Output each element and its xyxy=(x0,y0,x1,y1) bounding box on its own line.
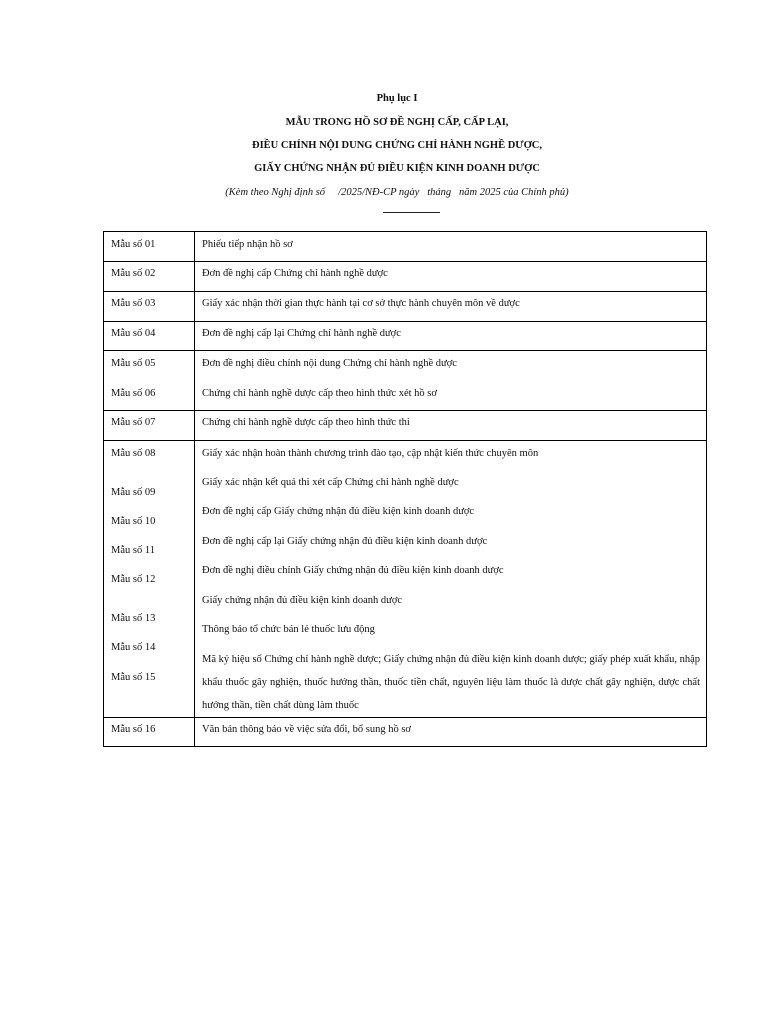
form-description: Chứng chỉ hành nghề dược cấp theo hình thức xét hồ sơ xyxy=(202,388,437,399)
form-description: Đơn đề nghị cấp Giấy chứng nhận đủ điều kiện kinh doanh dược xyxy=(202,506,475,517)
form-description: Đơn đề nghị cấp lại Chứng chỉ hành nghề dược xyxy=(202,328,401,339)
form-code: Mẫu số 06 xyxy=(111,388,156,399)
row-separator xyxy=(104,261,706,262)
form-code: Mẫu số 16 xyxy=(111,724,156,735)
form-description: Giấy xác nhận kết quả thi xét cấp Chứng chỉ hành nghề dược xyxy=(202,477,459,488)
form-code: Mẫu số 01 xyxy=(111,239,156,250)
form-code: Mẫu số 11 xyxy=(111,545,155,556)
row-separator xyxy=(104,717,706,718)
form-description: Văn bản thông báo về việc sửa đổi, bổ sung hồ sơ xyxy=(202,724,411,735)
form-code: Mẫu số 08 xyxy=(111,448,156,459)
form-description: Đơn đề nghị điều chỉnh Giấy chứng nhận đủ điều kiện kinh doanh dược xyxy=(202,565,504,576)
form-code: Mẫu số 03 xyxy=(111,298,156,309)
row-separator xyxy=(104,440,706,441)
form-code: Mẫu số 09 xyxy=(111,487,156,498)
form-description: Giấy xác nhận hoàn thành chương trình đào tạo, cập nhật kiến thức chuyên môn xyxy=(202,448,539,459)
column-divider xyxy=(194,232,195,746)
form-description: Chứng chỉ hành nghề dược cấp theo hình thức thi xyxy=(202,417,410,428)
form-code: Mẫu số 04 xyxy=(111,328,156,339)
form-code: Mẫu số 14 xyxy=(111,642,156,653)
appendix-label: Phụ lục I xyxy=(376,93,418,104)
form-code: Mẫu số 13 xyxy=(111,613,156,624)
row-separator xyxy=(104,321,706,322)
title-line-3: GIẤY CHỨNG NHẬN ĐỦ ĐIỀU KIỆN KINH DOANH DƯỢC xyxy=(254,163,540,174)
decree-subtitle: (Kèm theo Nghị định số /2025/NĐ-CP ngày tháng năm 2025 của Chính phủ) xyxy=(225,187,569,198)
form-description: Giấy chứng nhận đủ điều kiện kinh doanh dược xyxy=(202,595,403,606)
form-code: Mẫu số 02 xyxy=(111,268,156,279)
title-underline xyxy=(383,212,440,213)
form-code: Mẫu số 10 xyxy=(111,516,156,527)
form-description: Đơn đề nghị cấp Chứng chỉ hành nghề dược xyxy=(202,268,388,279)
forms-table xyxy=(103,231,707,747)
row-separator xyxy=(104,410,706,411)
form-description: Giấy xác nhận thời gian thực hành tại cơ sở thực hành chuyên môn về dược xyxy=(202,298,520,309)
row-separator xyxy=(104,291,706,292)
title-line-1: MẪU TRONG HỒ SƠ ĐỀ NGHỊ CẤP, CẤP LẠI, xyxy=(285,117,509,128)
form-code: Mẫu số 15 xyxy=(111,672,156,683)
form-code: Mẫu số 07 xyxy=(111,417,156,428)
form-code: Mẫu số 12 xyxy=(111,574,156,585)
form-description: Thông báo tổ chức bán lẻ thuốc lưu động xyxy=(202,624,375,635)
row-separator xyxy=(104,350,706,351)
form-description: Đơn đề nghị điều chỉnh nội dung Chứng chỉ hành nghề dược xyxy=(202,358,457,369)
form-description: Đơn đề nghị cấp lại Giấy chứng nhận đủ điều kiện kinh doanh dược xyxy=(202,536,488,547)
form-description: Phiếu tiếp nhận hồ sơ xyxy=(202,239,293,250)
title-line-2: ĐIỀU CHỈNH NỘI DUNG CHỨNG CHỈ HÀNH NGHỀ DƯỢC, xyxy=(251,140,543,151)
form-code: Mẫu số 05 xyxy=(111,358,156,369)
form-description: Mã ký hiệu số Chứng chỉ hành nghề dược; Giấy chứng nhận đủ điều kiện kinh doanh dược; giấy phép xuất khẩu, nhập khẩu thuốc gây nghiện, thuốc hướng thần, thuốc tiền chất, nguyên liệu làm thuốc là dược chất gây nghiện, dược chất hướng thần, tiền chất dùng làm thuốc xyxy=(202,654,700,711)
